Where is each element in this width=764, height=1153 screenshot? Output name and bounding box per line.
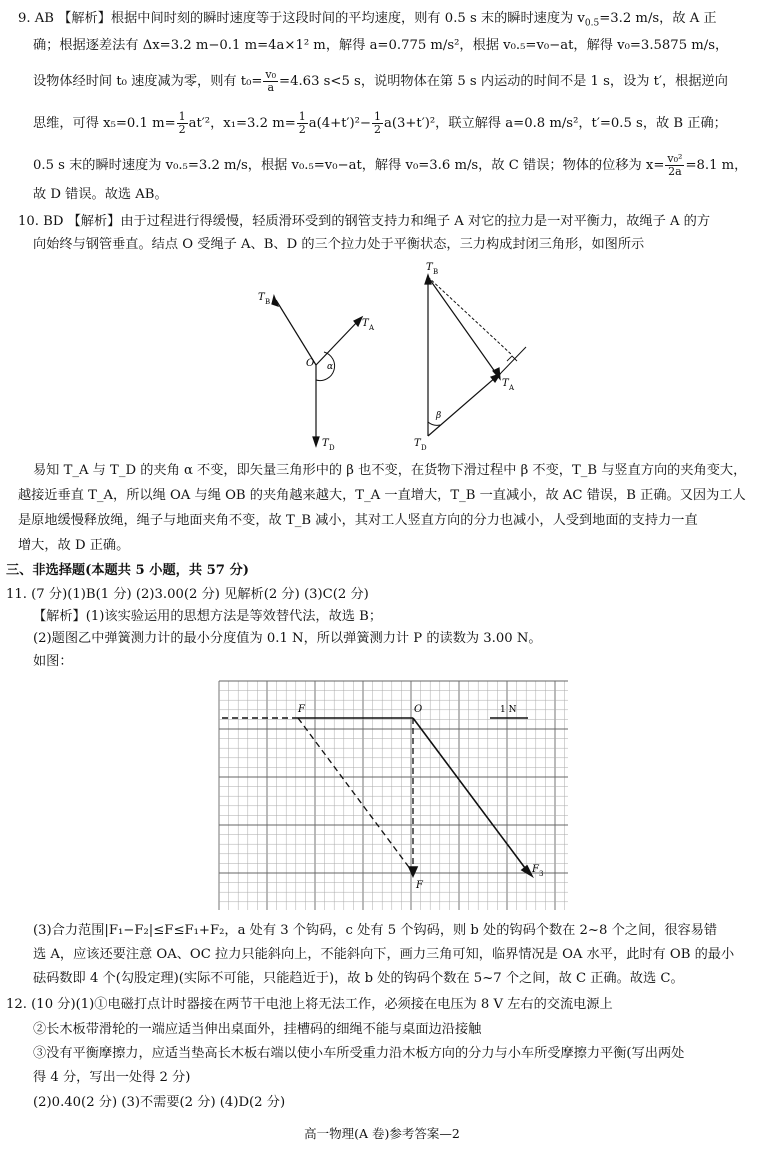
q9-line-2: 确；根据逐差法有 Δx=3.2 m−0.1 m=4a×1² m，解得 a=0.775 m/s²，根据 v₀.₅=v₀−at，解得 v₀=3.5875 m/s，	[33, 38, 729, 53]
q11-line-1: 11. (7 分)(1)B(1 分) (2)3.00(2 分) 见解析(2 分) (3)C(2 分)	[6, 587, 369, 602]
q12-line-5: (2)0.40(2 分) (3)不需要(2 分) (4)D(2 分)	[33, 1095, 286, 1110]
q11-line-3: (2)题图乙中弹簧测力计的最小分度值为 0.1 N，所以弹簧测力计 P 的读数为 3.00 N。	[33, 631, 542, 646]
q11-line-6: 选 A，应该还要注意 OA、OC 拉力只能斜向上，不能斜向下，画力三角可知，临界情况是 OA 水平，此时有 OB 的最小	[33, 947, 735, 962]
grid-o: O	[414, 704, 423, 715]
q9-line-6: 故 D 错误。故选 AB。	[33, 187, 168, 202]
q11-line-2: 【解析】(1)该实验运用的思想方法是等效替代法，故选 B；	[33, 609, 383, 624]
q10-line-4: 越接近垂直 T_A，所以绳 OA 与绳 OB 的夹角越来越大，T_A 一直增大，T_B 一直减小，故 AC 错误，B 正确。又因为工人	[18, 488, 746, 503]
q9-line-1: 9. AB 【解析】根据中间时刻的瞬时速度等于这段时间的平均速度，则有 0.5 s 末的瞬时速度为 $v_{0.5}=3.2$ m/s，故 A 正	[18, 11, 717, 29]
q12-line-1: 12. (10 分)(1)①电磁打点计时器接在两节干电池上将无法工作，必须接在电压为 8 V 左右的交流电源上	[6, 997, 613, 1012]
q11-line-5: (3)合力范围|F₁−F₂|≤F≤F₁+F₂，a 处有 3 个钩码，c 处有 5 个钩码，则 b 处的钩码个数在 2~8 个之间，很容易错	[33, 923, 718, 938]
grid-f-top: F	[298, 704, 305, 715]
svg-text:B: B	[433, 268, 439, 276]
grid-scale: 1 N	[500, 705, 517, 715]
svg-text:3: 3	[539, 870, 544, 878]
q10-line-6: 增大，故 D 正确。	[18, 538, 130, 553]
section-3-heading: 三、非选择题(本题共 5 小题，共 57 分)	[6, 563, 249, 578]
svg-text:A: A	[509, 384, 515, 392]
q12-line-4: 得 4 分，写出一处得 2 分)	[33, 1070, 191, 1085]
q9-line-3: 设物体经时间 t₀ 速度减为零，则有 t₀= $\frac{\text{v₀}}{a}$ =4.63 s<5 s，说明物体在第 5 s 内运动的时间不是 1 s，设为 t′，根据逆向	[33, 68, 728, 94]
page-footer: 高一物理(A 卷)参考答案—2	[304, 1126, 460, 1141]
td-label-right: T	[414, 438, 421, 449]
force-diagram	[0, 0, 764, 460]
q10-line-3: 易知 T_A 与 T_D 的夹角 α 不变，即矢量三角形中的 β 也不变，在货物下滑过程中 β 不变，T_B 与竖直方向的夹角变大，	[33, 463, 747, 478]
q9-line-5: 0.5 s 末的瞬时速度为 v₀.₅=3.2 m/s，根据 v₀.₅=v₀−at，解得 v₀=3.6 m/s，故 C 错误；物体的位移为 x= $\frac{\text{v₀²}}{2a}$ =8.1 m，	[33, 152, 748, 178]
ta-label-right: T	[502, 378, 509, 389]
q12-line-2: ②长木板带滑轮的一端应适当伸出桌面外，挂槽码的细绳不能与桌面边沿接触	[33, 1022, 482, 1037]
alpha-label: α	[327, 362, 334, 372]
q12-line-3: ③没有平衡摩擦力，应适当垫高长木板右端以使小车所受重力沿木板方向的分力与小车所受摩擦力平衡(写出两处	[33, 1046, 685, 1061]
tb-label-right: T	[426, 262, 433, 273]
q11-line-4: 如图：	[33, 654, 73, 669]
q11-line-7: 砝码数即 4 个(勾股定理)(实际不可能，只能趋近于)，故 b 处的钩码个数在 5~7 个之间，故 C 正确。故选 C。	[33, 971, 684, 986]
q10-line-2: 向始终与钢管垂直。结点 O 受绳子 A、B、D 的三个拉力处于平衡状态，三力构成封闭三角形，如图所示	[33, 237, 645, 252]
grid-figure	[218, 680, 570, 912]
svg-text:D: D	[329, 444, 335, 452]
td-label-left: T	[322, 438, 329, 449]
grid-f-bottom: F	[416, 880, 423, 891]
q10-line-5: 是原地缓慢释放绳，绳子与地面夹角不变，故 T_B 减小，其对工人竖直方向的分力也减小，人受到地面的支持力一直	[18, 513, 698, 528]
beta-label: β	[436, 411, 442, 421]
q9-line-4: 思维，可得 x₅=0.1 m= $\frac{1}{2}$ at′²，x₁=3.2 m= $\frac{1}{2}$ a(4+t′)²− $\frac{1}{2}$ a(3+t′)²，联立解得 a=0.8 m/s²，t′=0.5 s，故 B 正确；	[33, 110, 727, 136]
svg-text:B: B	[265, 298, 271, 306]
o-label-left: O	[306, 358, 315, 369]
tb-label-left: T	[258, 292, 265, 303]
svg-text:D: D	[421, 444, 427, 452]
q10-line-1: 10. BD 【解析】由于过程进行得缓慢，轻质滑环受到的钢管支持力和绳子 A 对它的拉力是一对平衡力，故绳子 A 的方	[18, 214, 711, 229]
grid-f3: F	[532, 864, 539, 875]
svg-text:A: A	[369, 324, 375, 332]
ta-label-left: T	[362, 318, 369, 329]
force-diagram-left	[272, 296, 362, 446]
